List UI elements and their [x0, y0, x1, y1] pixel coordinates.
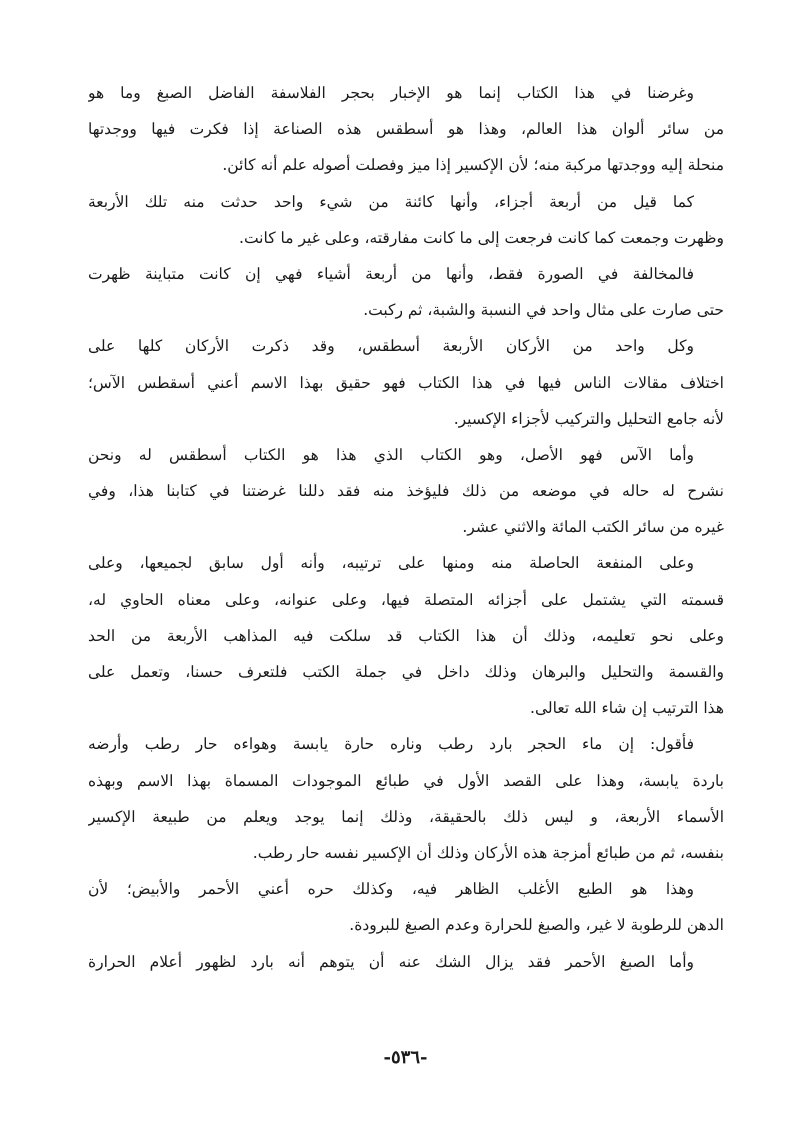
text-line-1: وغرضنا في هذا الكتاب إنما هو الإخبار بحجر الفلاسفة الفاضل الصبغ وما هو	[88, 84, 694, 102]
page-number: -٥٣٦-	[383, 1047, 428, 1068]
text-line-6: فالمخالفة في الصورة فقط، وأنها من أربعة أشياء فهي إن كانت متباينة ظهرت	[88, 264, 694, 283]
text-line-14: وعلى المنفعة الحاصلة منه ومنها على ترتيبه، وأنه أول سابق لجميعها، وعلى	[88, 554, 694, 573]
text-line-12: نشرح له حاله في موضعه من ذلك فليؤخذ منه فقد دللنا غرضتنا في كتابنا هذا، وفي	[88, 482, 724, 501]
body-text	[88, 75, 724, 980]
text-line-3: منحلة إليه ووجدتها مركبة منه؛ لأن الإكسير إذا ميز وفصلت أصوله علم أنه كائن.	[222, 156, 724, 175]
text-line-15: قسمته التي يشتمل على أجزائه المتصلة فيها، وعلى عنوانه، وعلى معناه الحاوي له،	[88, 590, 724, 609]
text-line-22: بنفسه، ثم من طبائع أمزجة هذه الأركان وذلك أن الإكسير نفسه حار رطب.	[252, 843, 724, 862]
text-line-8: وكل واحد من الأركان الأربعة أسطقس، وقد ذكرت الأركان كلها على	[88, 337, 694, 356]
text-line-20: باردة يابسة، وهذا على القصد الأول في طبائع الموجودات المسماة بهذا الاسم وبهذه	[88, 771, 724, 790]
text-line-25: وأما الصبغ الأحمر فقد يزال الشك عنه أن يتوهم أنه بارد لظهور أعلام الحرارة	[88, 952, 694, 971]
text-line-10: لأنه جامع التحليل والتركيب لأجزاء الإكسير.	[453, 409, 724, 428]
text-line-13: غيره من سائر الكتب المائة والاثني عشر.	[462, 518, 724, 537]
text-line-9: اختلاف مقالات الناس فيها في هذا الكتاب فهو حقيق بهذا الاسم أعني أسقطس الآس؛	[88, 373, 724, 392]
text-line-19: فأقول: إن ماء الحجر بارد رطب وناره حارة يابسة وهواءه حار رطب وأرضه	[88, 735, 694, 754]
text-line-17: والقسمة والتحليل والبرهان وذلك داخل في جملة الكتب فلتعرف حسنا، وتعمل على	[88, 663, 724, 681]
text-line-21: الأسماء الأربعة، و ليس ذلك بالحقيقة، وذلك إنما يوجد ويعلم من طبيعة الإكسير	[88, 807, 724, 826]
text-line-5: وظهرت وجمعت كما كانت فرجعت إلى ما كانت مفارقته، وعلى غير ما كانت.	[239, 228, 724, 247]
text-line-24: الدهن للرطوبة لا غير، والصبغ للحرارة وعدم الصبغ للبرودة.	[349, 916, 724, 935]
text-line-16: وعلى نحو تعليمه، وذلك أن هذا الكتاب قد سلكت فيه المذاهب الأربعة من الحد	[88, 626, 724, 645]
text-line-4: كما قيل من أربعة أجزاء، وأنها كائنة من شيء واحد حدثت منه تلك الأربعة	[88, 192, 694, 211]
text-line-2: من سائر ألوان هذا العالم، وهذا هو أسطقس هذه الصناعة إذا فكرت فيها ووجدتها	[88, 120, 724, 139]
text-line-23: وهذا هو الطبع الأغلب الظاهر فيه، وكذلك حره أعني الأحمر والأبيض؛ لأن	[88, 880, 694, 899]
text-line-18: هذا الترتيب إن شاء الله تعالى.	[530, 699, 724, 718]
text-line-7: حتى صارت على مثال واحد في النسبة والشبة، ثم ركبت.	[363, 301, 724, 320]
text-line-11: وأما الآس فهو الأصل، وهو الكتاب الذي هذا هو الكتاب أسطقس له ونحن	[88, 445, 694, 464]
